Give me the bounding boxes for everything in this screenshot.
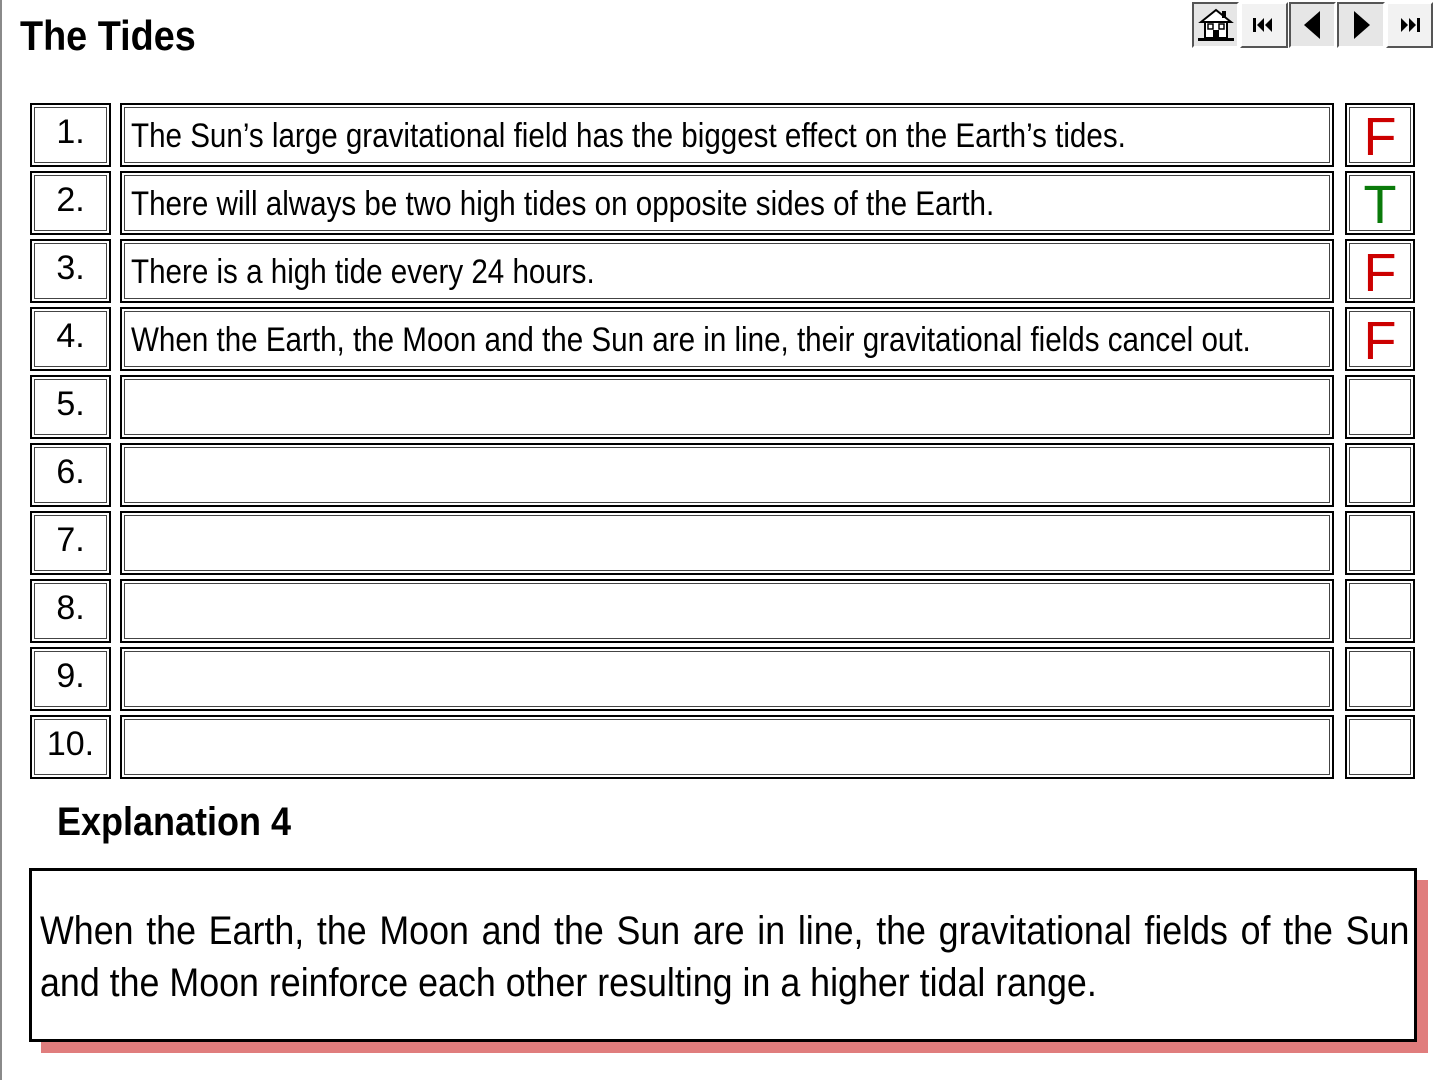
next-slide-icon [1346, 8, 1376, 42]
statement-cell[interactable] [120, 103, 1334, 167]
answer-cell[interactable] [1345, 511, 1415, 575]
statement-text: There is a high tide every 24 hours. [131, 253, 595, 291]
row-number: 7. [56, 521, 85, 559]
row-number: 4. [56, 317, 85, 355]
number-cell [30, 443, 111, 507]
number-cell [30, 511, 111, 575]
home-button[interactable] [1192, 2, 1239, 48]
row-number: 3. [56, 249, 85, 287]
statement-text: There will always be two high tides on opposite sides of the Earth. [131, 185, 995, 223]
answer-mark: F [1363, 311, 1397, 371]
last-slide-button[interactable] [1386, 2, 1433, 48]
statement-row-7 [30, 511, 1416, 575]
last-slide-icon [1394, 13, 1424, 37]
statement-row-6 [30, 443, 1416, 507]
answer-cell[interactable] [1345, 375, 1415, 439]
row-number: 10. [46, 725, 95, 763]
row-number: 1. [56, 113, 85, 151]
row-number: 5. [56, 385, 85, 423]
number-cell [30, 171, 111, 235]
answer-cell[interactable] [1345, 443, 1415, 507]
number-cell [30, 375, 111, 439]
statement-cell[interactable] [120, 375, 1334, 439]
statement-cell[interactable] [120, 647, 1334, 711]
row-number: 8. [56, 589, 85, 627]
answer-mark: F [1363, 243, 1397, 303]
answer-cell[interactable] [1345, 715, 1415, 779]
statement-cell[interactable] [120, 443, 1334, 507]
answer-mark: T [1363, 175, 1397, 235]
statement-row-5 [30, 375, 1416, 439]
statement-row-1 [30, 103, 1416, 167]
statement-row-9 [30, 647, 1416, 711]
statement-cell[interactable] [120, 307, 1334, 371]
answer-cell[interactable] [1345, 307, 1415, 371]
row-number: 9. [56, 657, 85, 695]
statement-row-8 [30, 579, 1416, 643]
explanation-title: Explanation 4 [57, 800, 292, 844]
number-cell [30, 307, 111, 371]
first-slide-icon [1249, 13, 1279, 37]
answer-cell[interactable] [1345, 239, 1415, 303]
home-icon [1196, 6, 1236, 44]
first-slide-button[interactable] [1240, 2, 1287, 48]
number-cell [30, 239, 111, 303]
row-number: 6. [56, 453, 85, 491]
row-number: 2. [56, 181, 85, 219]
previous-slide-button[interactable] [1289, 2, 1336, 48]
statement-row-3 [30, 239, 1416, 303]
explanation-text: When the Earth, the Moon and the Sun are in line, the gravitational fields of the Sun and the Moon reinforce each other resulting in a higher tidal range. [40, 909, 1410, 1005]
previous-slide-icon [1298, 8, 1328, 42]
answer-cell[interactable] [1345, 647, 1415, 711]
statement-cell[interactable] [120, 715, 1334, 779]
statement-row-2 [30, 171, 1416, 235]
slide-navigation-toolbar [1192, 2, 1434, 50]
explanation-box [29, 868, 1417, 1042]
left-border [0, 0, 2, 1080]
next-slide-button[interactable] [1337, 2, 1384, 48]
statement-cell[interactable] [120, 171, 1334, 235]
number-cell [30, 579, 111, 643]
statement-cell[interactable] [120, 579, 1334, 643]
page-title: The Tides [20, 12, 196, 59]
answer-cell[interactable] [1345, 103, 1415, 167]
statement-cell[interactable] [120, 511, 1334, 575]
statement-row-4 [30, 307, 1416, 371]
answer-cell[interactable] [1345, 171, 1415, 235]
statement-text: When the Earth, the Moon and the Sun are in line, their gravitational fields cancel out. [131, 321, 1251, 359]
number-cell [30, 103, 111, 167]
statement-row-10 [30, 715, 1416, 779]
answer-mark: F [1363, 107, 1397, 167]
number-cell [30, 715, 111, 779]
statement-cell[interactable] [120, 239, 1334, 303]
statement-text: The Sun’s large gravitational field has the biggest effect on the Earth’s tides. [131, 117, 1126, 155]
number-cell [30, 647, 111, 711]
answer-cell[interactable] [1345, 579, 1415, 643]
